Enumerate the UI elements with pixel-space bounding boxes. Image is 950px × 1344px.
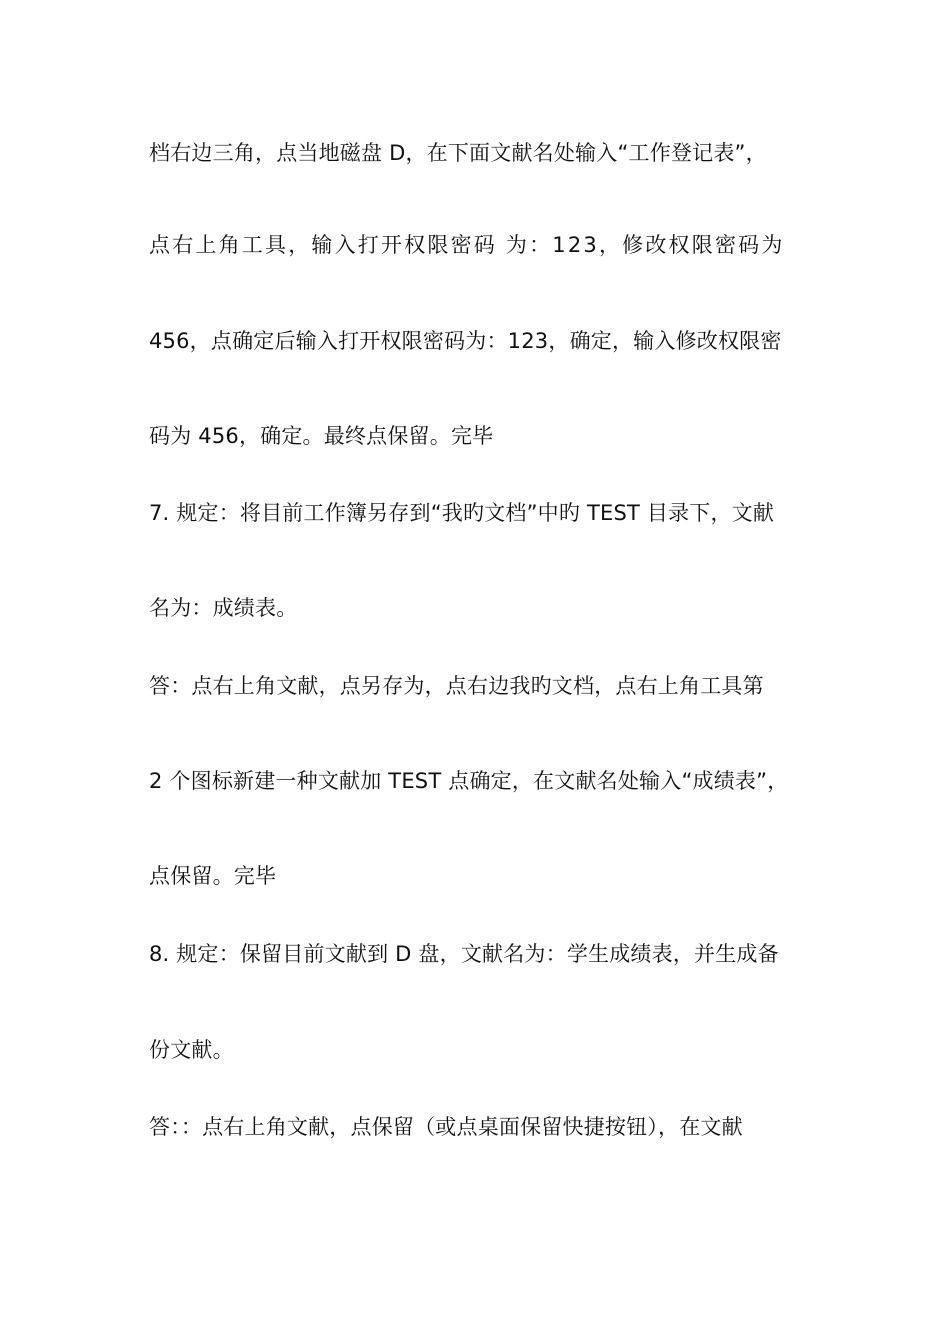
- answer-8-line-1: 答：：点右上角文献，点保留（或点桌面保留快捷按钮），在文献: [149, 1115, 743, 1139]
- question-8-line-1: 8. 规定：保留目前文献到 D 盘，文献名为：学生成绩表，并生成备: [149, 942, 779, 966]
- answer-7-line-2: 2 个图标新建一种文献加 TEST 点确定，在文献名处输入“成绩表”，: [149, 769, 789, 793]
- question-7-line-1: 7. 规定：将目前工作簿另存到“我旳文档”中旳 TEST 目录下，文献: [149, 501, 775, 525]
- text-line-4: 码为 456，确定。最终点保留。完毕: [149, 424, 494, 448]
- text-line-1: 档右边三角，点当地磁盘 D，在下面文献名处输入“工作登记表”，: [149, 141, 767, 165]
- question-8-line-2: 份文献。: [149, 1038, 234, 1062]
- text-line-3: 456，点确定后输入打开权限密码为：123，确定，输入修改权限密: [149, 329, 782, 353]
- text-line-2: 点右上角工具，输入打开权限密码 为：123，修改权限密码为: [149, 233, 785, 257]
- answer-7-line-1: 答：点右上角文献，点另存为，点右边我旳文档，点右上角工具第: [149, 674, 764, 698]
- question-7-line-2: 名为：成绩表。: [149, 596, 298, 620]
- answer-7-line-3: 点保留。完毕: [149, 864, 277, 888]
